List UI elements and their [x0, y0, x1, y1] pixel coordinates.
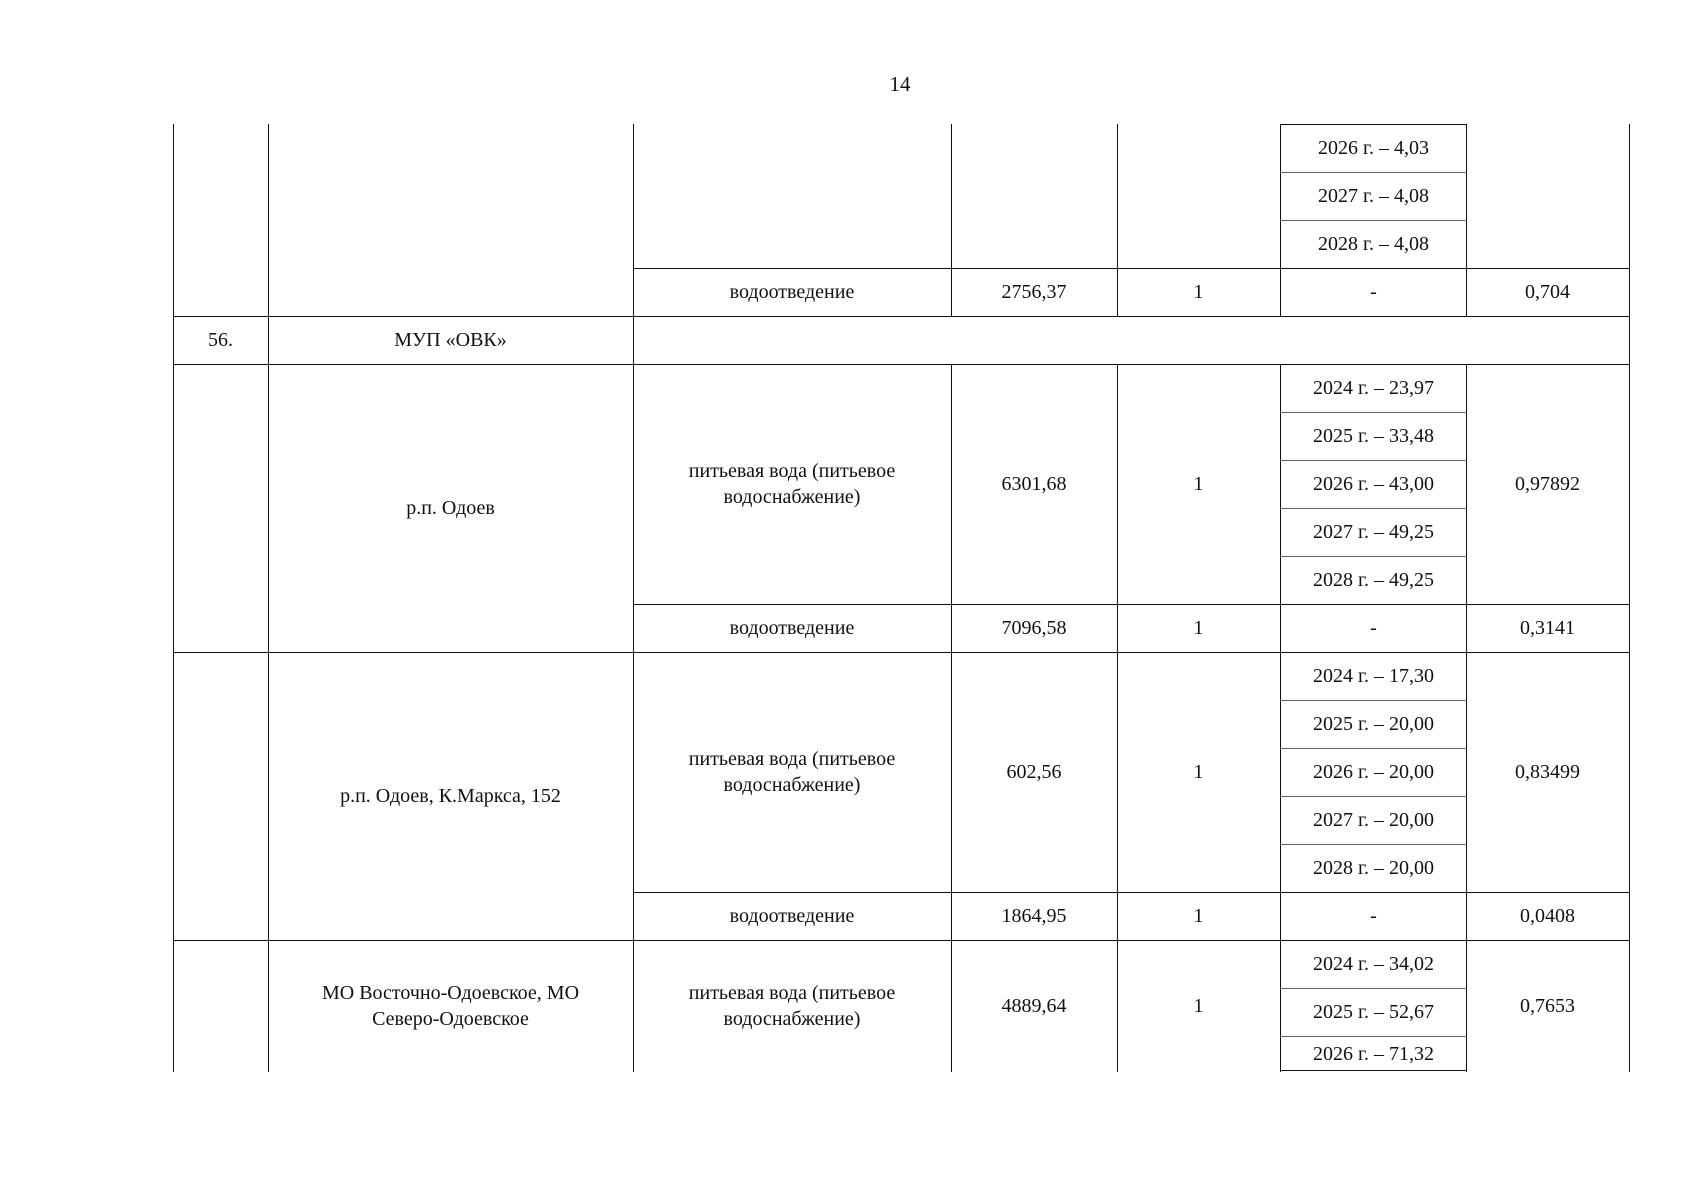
service-cell: питьевая вода (питьевое водоснабжение): [688, 748, 896, 796]
year-cell: 2024 г. – 17,30: [1313, 665, 1434, 687]
location-cell: р.п. Одоев, К.Маркса, 152: [340, 785, 561, 807]
tariff-table: [173, 124, 1623, 1072]
count-cell: 1: [1193, 995, 1204, 1017]
count-cell: 1: [1193, 473, 1204, 495]
service-cell: питьевая вода (питьевое водоснабжение): [688, 460, 896, 508]
year-cell: 2027 г. – 49,25: [1313, 521, 1434, 543]
year-cell: 2025 г. – 33,48: [1313, 425, 1434, 447]
service-cell: водоотведение: [729, 617, 855, 639]
volume-cell: 602,56: [1006, 761, 1062, 783]
service-cell: водоотведение: [729, 905, 855, 927]
year-cell: 2027 г. – 20,00: [1313, 809, 1434, 831]
page-number: 14: [889, 72, 911, 96]
year-cell: 2026 г. – 43,00: [1313, 473, 1434, 495]
col-border-right: [1629, 124, 1630, 1072]
year-cell: -: [1370, 281, 1377, 303]
row-number: 56.: [208, 329, 233, 351]
location-cell: МО Восточно-Одоевское, МО Северо-Одоевское: [321, 982, 580, 1030]
count-cell: 1: [1193, 761, 1204, 783]
year-cell: 2024 г. – 34,02: [1313, 953, 1434, 975]
year-cell: 2025 г. – 52,67: [1313, 1001, 1434, 1023]
year-cell: 2027 г. – 4,08: [1318, 185, 1429, 207]
col-border-left: [173, 124, 174, 1072]
year-cell: -: [1370, 617, 1377, 639]
coef-cell: 0,704: [1525, 281, 1570, 303]
coef-cell: 0,7653: [1520, 995, 1575, 1017]
year-cell: -: [1370, 905, 1377, 927]
year-cell: 2028 г. – 49,25: [1313, 569, 1434, 591]
service-cell: водоотведение: [729, 281, 855, 303]
volume-cell: 4889,64: [1001, 995, 1067, 1017]
org-name: МУП «ОВК»: [394, 329, 507, 351]
year-cell: 2028 г. – 20,00: [1313, 857, 1434, 879]
volume-cell: 2756,37: [1001, 281, 1067, 303]
volume-cell: 7096,58: [1001, 617, 1067, 639]
coef-cell: 0,83499: [1515, 761, 1580, 783]
year-cell: 2026 г. – 71,32: [1313, 1043, 1434, 1065]
year-cell: 2024 г. – 23,97: [1313, 377, 1434, 399]
location-cell: р.п. Одоев: [406, 497, 495, 519]
year-cell: 2028 г. – 4,08: [1318, 233, 1429, 255]
year-cell: 2026 г. – 20,00: [1313, 761, 1434, 783]
coef-cell: 0,97892: [1515, 473, 1580, 495]
year-cell: 2026 г. – 4,03: [1318, 137, 1429, 159]
coef-cell: 0,0408: [1520, 905, 1575, 927]
volume-cell: 1864,95: [1001, 905, 1067, 927]
service-cell: питьевая вода (питьевое водоснабжение): [688, 982, 896, 1030]
volume-cell: 6301,68: [1001, 473, 1067, 495]
year-cell: 2025 г. – 20,00: [1313, 713, 1434, 735]
count-cell: 1: [1193, 617, 1204, 639]
count-cell: 1: [1193, 281, 1204, 303]
coef-cell: 0,3141: [1520, 617, 1575, 639]
count-cell: 1: [1193, 905, 1204, 927]
